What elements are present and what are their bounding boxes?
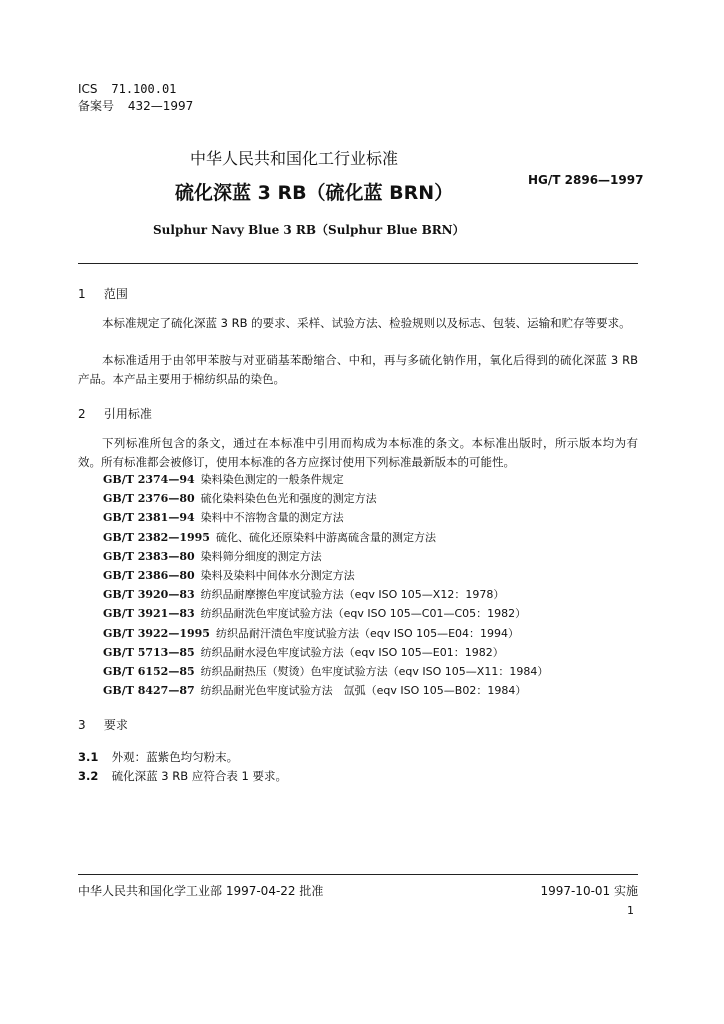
reference-item	[103, 528, 548, 547]
section-references-heading	[78, 405, 152, 422]
reference-title: 纺织品耐水浸色牢度试验方法（eqv ISO 105—E01：1982）	[200, 645, 504, 659]
section-scope-heading	[78, 285, 128, 302]
section-number: 2	[78, 407, 86, 421]
ics-label: ICS	[78, 82, 98, 96]
issuer-line: 中华人民共和国化学工业部 1997-04-22 批准	[78, 884, 324, 898]
reference-code: GB/T 2374—94	[103, 473, 195, 486]
section-number: 3	[78, 718, 86, 732]
industry-standard-title: 中华人民共和国化工行业标准	[190, 149, 399, 168]
reference-code: GB/T 3922—1995	[103, 626, 210, 640]
reference-code: GB/T 8427—87	[103, 684, 195, 698]
product-name-cn: 硫化深蓝 3 RB（硫化蓝 BRN）	[175, 182, 454, 204]
product-name-en: Sulphur Navy Blue 3 RB（Sulphur Blue BRN）	[153, 223, 465, 237]
reference-title: 硫化染料染色色光和强度的测定方法	[200, 492, 377, 506]
scope-paragraph-1: 本标准规定了硫化深蓝 3 RB 的要求、采样、试验方法、检验规则以及标志、包装、运输和贮存等要求。	[102, 316, 631, 330]
reference-code: GB/T 5713—85	[103, 645, 195, 659]
reference-code: GB/T 6152—85	[103, 665, 195, 679]
section-title: 要求	[103, 718, 128, 732]
clause-number: 3.1	[78, 750, 99, 764]
reference-item	[103, 566, 548, 585]
reference-title: 纺织品耐洗色牢度试验方法（eqv ISO 105—C01—C05：1982）	[200, 607, 527, 621]
reference-item	[103, 681, 548, 700]
footer-divider	[78, 874, 638, 875]
reference-item	[103, 547, 548, 566]
section-title: 引用标准	[103, 407, 152, 421]
reference-code: GB/T 3921—83	[103, 607, 195, 621]
reference-list	[103, 470, 548, 700]
clause-number: 3.2	[78, 769, 99, 783]
reference-item	[103, 624, 548, 643]
references-intro: 下列标准所包含的条文，通过在本标准中引用而构成为本标准的条文。本标准出版时，所示版本均为有效。所有标准都会被修订，使用本标准的各方应探讨使用下列标准最新版本的可能性。	[78, 436, 638, 469]
section-number: 1	[78, 287, 86, 301]
page-number: 1	[627, 904, 634, 917]
reference-code: GB/T 2383—80	[103, 549, 195, 563]
record-value: 432—1997	[127, 99, 194, 113]
record-label: 备案号	[78, 99, 115, 113]
requirement-clause	[78, 768, 287, 784]
reference-title: 硫化、硫化还原染料中游离硫含量的测定方法	[215, 530, 436, 544]
clause-text: 外观：蓝紫色均匀粉末。	[111, 750, 239, 764]
ics-value: 71.100.01	[111, 82, 177, 96]
reference-title: 纺织品耐热压（熨烫）色牢度试验方法（eqv ISO 105—X11：1984）	[200, 665, 549, 679]
ics-line	[78, 82, 176, 96]
reference-title: 染料染色测定的一般条件规定	[200, 473, 344, 486]
effective-date: 1997-10-01 实施	[540, 884, 638, 898]
record-line	[78, 99, 193, 113]
reference-title: 纺织品耐摩擦色牢度试验方法（eqv ISO 105—X12：1978）	[200, 588, 505, 602]
reference-item	[103, 643, 548, 662]
reference-title: 纺织品耐光色牢度试验方法 氙弧（eqv ISO 105—B02：1984）	[200, 684, 527, 698]
reference-title: 染料中不溶物含量的测定方法	[200, 511, 344, 525]
reference-title: 染料筛分细度的测定方法	[200, 549, 322, 563]
reference-item	[103, 585, 548, 604]
reference-code: GB/T 2381—94	[103, 511, 195, 525]
reference-title: 染料及染料中间体水分测定方法	[200, 569, 355, 583]
reference-item	[103, 604, 548, 623]
standard-code: HG/T 2896—1997	[528, 173, 644, 187]
reference-item	[103, 662, 548, 681]
section-requirements-heading	[78, 716, 128, 733]
scope-paragraph-2: 本标准适用于由邻甲苯胺与对亚硝基苯酚缩合、中和，再与多硫化钠作用，氧化后得到的硫化深蓝 3 RB 产品。本产品主要用于棉纺织品的染色。	[78, 353, 638, 386]
clause-text: 硫化深蓝 3 RB 应符合表 1 要求。	[111, 769, 287, 783]
section-title: 范围	[103, 287, 128, 301]
reference-code: GB/T 2382—1995	[103, 530, 210, 544]
header-divider	[78, 263, 638, 264]
reference-item	[103, 489, 548, 508]
reference-item	[103, 508, 548, 527]
reference-title: 纺织品耐汗渍色牢度试验方法（eqv ISO 105—E04：1994）	[215, 626, 520, 640]
reference-code: GB/T 3920—83	[103, 588, 195, 602]
requirement-clause	[78, 749, 238, 765]
reference-code: GB/T 2376—80	[103, 492, 195, 506]
reference-item	[103, 470, 548, 489]
reference-code: GB/T 2386—80	[103, 569, 195, 583]
